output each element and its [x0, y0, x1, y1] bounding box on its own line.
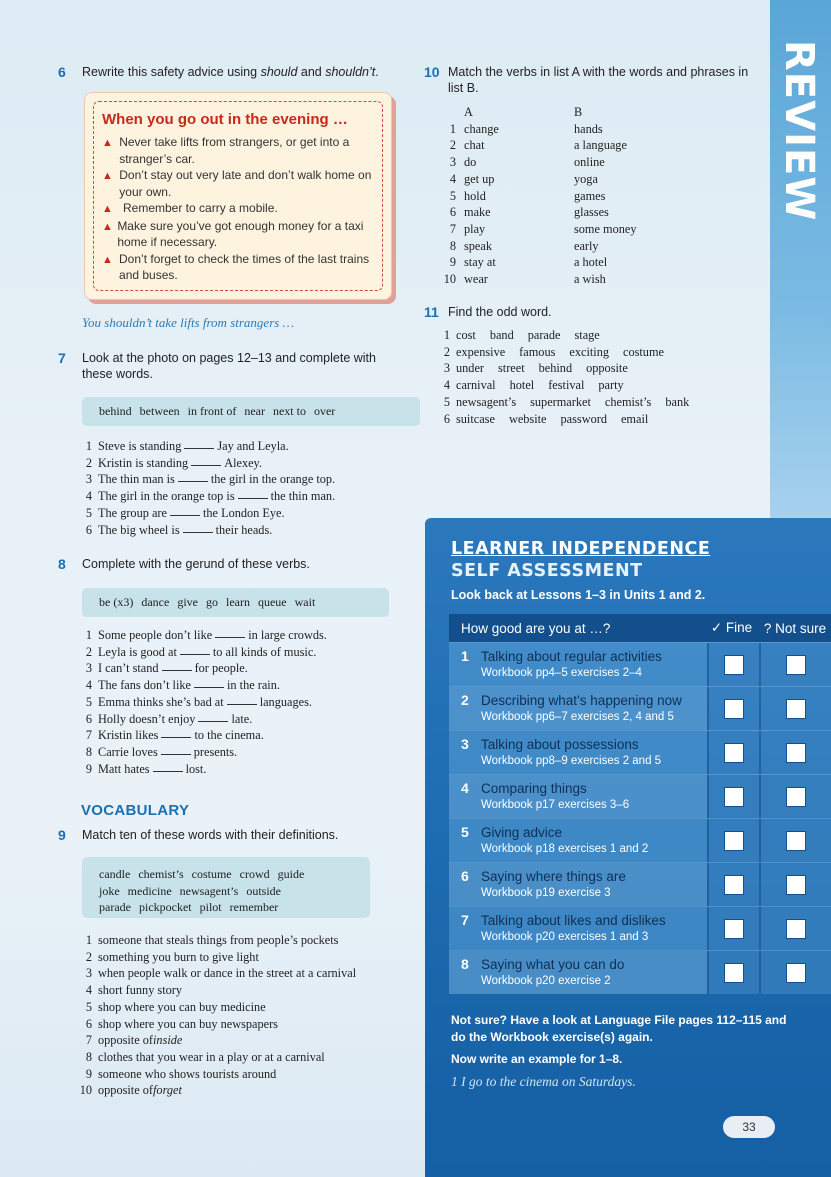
table-row: 6 make glasses	[449, 205, 609, 220]
not-sure-checkbox[interactable]	[786, 963, 806, 983]
warning-triangle-icon: ▲	[102, 170, 113, 182]
list-item: 6 suitcase website password email	[443, 411, 649, 426]
exercise-6	[58, 64, 403, 80]
fine-checkbox[interactable]	[724, 963, 744, 983]
table-row: 3 Talking about possessions Workbook pp8–9 exercises 2 and 5	[449, 730, 831, 774]
table-row: 8 speak early	[449, 238, 599, 253]
warning-triangle-icon: ▲	[102, 253, 113, 266]
safety-item: ▲ Don’t forget to check the times of the last trains and buses.	[102, 251, 370, 282]
review-tab	[770, 0, 831, 520]
not-sure-checkbox[interactable]	[786, 655, 806, 675]
list-item: 2 Leyla is good at to all kinds of music.	[85, 644, 317, 659]
learner-independence-panel	[425, 518, 831, 1177]
list-item: 1 Steve is standing Jay and Leyla.	[85, 439, 289, 453]
list-item: 5 shop where you can buy medicine	[85, 999, 266, 1014]
review-tab-label: REVIEW	[776, 40, 822, 222]
not-sure-checkbox[interactable]	[786, 919, 806, 939]
list-item: 4 short funny story	[85, 983, 183, 998]
header-question: How good are you at …?	[461, 620, 611, 636]
not-sure-checkbox[interactable]	[786, 787, 806, 807]
exercise-11-number: 11	[424, 304, 439, 320]
panel-example: 1 I go to the cinema on Saturdays.	[451, 1074, 636, 1089]
exercise-9-instruction: Match ten of these words with their definitions.	[82, 828, 339, 842]
list-item: 3 The thin man is the girl in the orange top.	[85, 472, 336, 487]
exercise-8-number: 8	[58, 556, 66, 572]
list-item: 1 Some people don’t like in large crowds.	[85, 628, 327, 642]
safety-item: ▲ Don’t stay out very late and don’t walk home on your own.	[102, 168, 372, 199]
table-row: 5 Giving advice Workbook p18 exercises 1 and 2	[449, 818, 831, 862]
list-item: 9 someone who shows tourists around	[85, 1066, 277, 1081]
table-row: 4 Comparing things Workbook p17 exercises 3–6	[449, 774, 831, 818]
exercise-11-instruction: Find the odd word.	[448, 305, 552, 319]
table-row: 1 Talking about regular activities Workbook pp4–5 exercises 2–4	[449, 642, 831, 686]
fine-checkbox[interactable]	[724, 919, 744, 939]
list-item: 4 The fans don’t like in the rain.	[85, 678, 280, 693]
table-row: 8 Saying what you can do Workbook p20 exercise 2	[449, 950, 831, 994]
fine-checkbox[interactable]	[724, 787, 744, 807]
list-item: 4 The girl in the orange top is the thin man.	[85, 489, 336, 504]
exercise-10-table	[440, 104, 637, 288]
exercise-11-list	[434, 327, 689, 427]
write-example-text: Now write an example for 1–8.	[451, 1052, 623, 1066]
exercise-9-definitions	[76, 932, 356, 1099]
exercise-10-instruction: Match the verbs in list A with the words and phrases in list B.	[448, 65, 749, 95]
table-row: 2 Describing what’s happening now Workbook pp6–7 exercises 2, 4 and 5	[449, 686, 831, 730]
list-item: 9 Matt hates lost.	[85, 761, 207, 776]
not-sure-text: Not sure? Have a look at Language File pages 112–115 and do the Workbook exercise(s) again.	[451, 1013, 787, 1044]
exercise-8-sentences	[76, 627, 327, 777]
fine-checkbox[interactable]	[724, 699, 744, 719]
list-item: 3 I can’t stand for people.	[85, 661, 248, 676]
warning-triangle-icon: ▲	[102, 137, 113, 149]
exercise-7-number: 7	[58, 350, 66, 366]
table-row: 5 hold games	[449, 188, 606, 203]
fine-checkbox[interactable]	[724, 743, 744, 763]
table-row: 3 do online	[449, 155, 605, 170]
list-item: 7 Kristin likes to the cinema.	[85, 728, 264, 743]
table-header	[449, 614, 831, 642]
fine-checkbox[interactable]	[724, 875, 744, 895]
not-sure-checkbox[interactable]	[786, 743, 806, 763]
exercise-10	[424, 64, 764, 96]
exercise-8	[58, 556, 398, 572]
list-item: 1 someone that steals things from people’s pockets	[85, 933, 339, 947]
not-sure-checkbox[interactable]	[786, 875, 806, 895]
table-row: 2 chat a language	[449, 138, 627, 153]
exercise-7-wordbox: behind between in front of near next to over	[82, 397, 420, 426]
exercise-7	[58, 350, 398, 382]
safety-item: ▲ Never take lifts from strangers, or get into a stranger’s car.	[102, 135, 350, 166]
list-item: 8 Carrie loves presents.	[85, 744, 238, 759]
header-fine: ✓ Fine	[710, 620, 753, 635]
not-sure-checkbox[interactable]	[786, 831, 806, 851]
table-row: 6 Saying where things are Workbook p19 exercise 3	[449, 862, 831, 906]
exercise-9-wordbox: candle chemist’s costume crowd guide joke medicine newsagent’s outside parade pickpocket pilot remember	[82, 857, 370, 918]
learner-title-line2: SELF ASSESSMENT	[451, 561, 643, 581]
table-row: 7 Talking about likes and dislikes Workbook p20 exercises 1 and 3	[449, 906, 831, 950]
list-item: 2 Kristin is standing Alexey.	[85, 455, 262, 470]
exercise-7-instruction: Look at the photo on pages 12–13 and complete with these words.	[82, 351, 376, 381]
list-item: 6 shop where you can buy newspapers	[85, 1016, 278, 1031]
learner-title-line1: LEARNER INDEPENDENCE	[451, 539, 711, 559]
warning-triangle-icon: ▲	[102, 203, 113, 215]
safety-item: ▲ Remember to carry a mobile.	[102, 200, 372, 218]
list-item: 7 opposite of inside	[85, 1033, 183, 1048]
list-item: 6 Holly doesn’t enjoy late.	[85, 711, 253, 726]
list-item: 2 expensive famous exciting costume	[443, 344, 664, 359]
exercise-9-number: 9	[58, 827, 66, 843]
list-item: 4 carnival hotel festival party	[443, 378, 624, 393]
table-row: 4 get up yoga	[449, 171, 598, 186]
not-sure-checkbox[interactable]	[786, 699, 806, 719]
list-item: 5 newsagent’s supermarket chemist’s bank	[443, 394, 690, 409]
exercise-8-instruction: Complete with the gerund of these verbs.	[82, 557, 310, 571]
exercise-6-number: 6	[58, 64, 66, 80]
page-number: 33	[723, 1116, 775, 1138]
exercise-6-instruction: Rewrite this safety advice using should and shouldn’t.	[82, 65, 379, 79]
vocabulary-heading: VOCABULARY	[81, 802, 190, 819]
list-item: 10 opposite of forget	[79, 1083, 182, 1098]
exercise-8-wordbox: be (x3) dance give go learn queue wait	[82, 588, 389, 617]
table-row: 10 wear a wish	[443, 272, 606, 287]
list-item: 1 cost band parade stage	[443, 328, 600, 342]
list-item: 6 The big wheel is their heads.	[85, 522, 273, 537]
safety-item: ▲ Make sure you’ve got enough money for a taxi home if necessary.	[102, 218, 364, 249]
fine-checkbox[interactable]	[724, 655, 744, 675]
exercise-9	[58, 827, 398, 843]
list-item: 5 Emma thinks she’s bad at languages.	[85, 694, 312, 709]
fine-checkbox[interactable]	[724, 831, 744, 851]
table-row: 7 play some money	[449, 221, 637, 236]
safety-box-title: When you go out in the evening …	[102, 111, 348, 128]
list-item: 3 under street behind opposite	[443, 361, 628, 376]
exercise-7-sentences	[76, 438, 335, 538]
header-not-sure: ? Not sure	[763, 620, 827, 636]
self-assessment-table	[449, 614, 831, 994]
table-row: 9 stay at a hotel	[449, 255, 608, 270]
exercise-10-number: 10	[424, 64, 440, 80]
warning-triangle-icon: ▲	[102, 220, 113, 233]
list-item: 8 clothes that you wear in a play or at a carnival	[85, 1049, 325, 1064]
table-row: 1 change hands	[449, 121, 603, 136]
list-item: 2 something you burn to give light	[85, 949, 259, 964]
learner-title	[451, 538, 710, 582]
list-item: 3 when people walk or dance in the street at a carnival	[85, 966, 357, 981]
exercise-11	[424, 304, 764, 320]
list-item: 5 The group are the London Eye.	[85, 505, 285, 520]
look-back-text: Look back at Lessons 1–3 in Units 1 and 2.	[451, 588, 706, 602]
table-header: A B	[464, 105, 583, 119]
safety-advice-box	[84, 92, 392, 300]
exercise-6-example: You shouldn’t take lifts from strangers …	[82, 315, 295, 330]
